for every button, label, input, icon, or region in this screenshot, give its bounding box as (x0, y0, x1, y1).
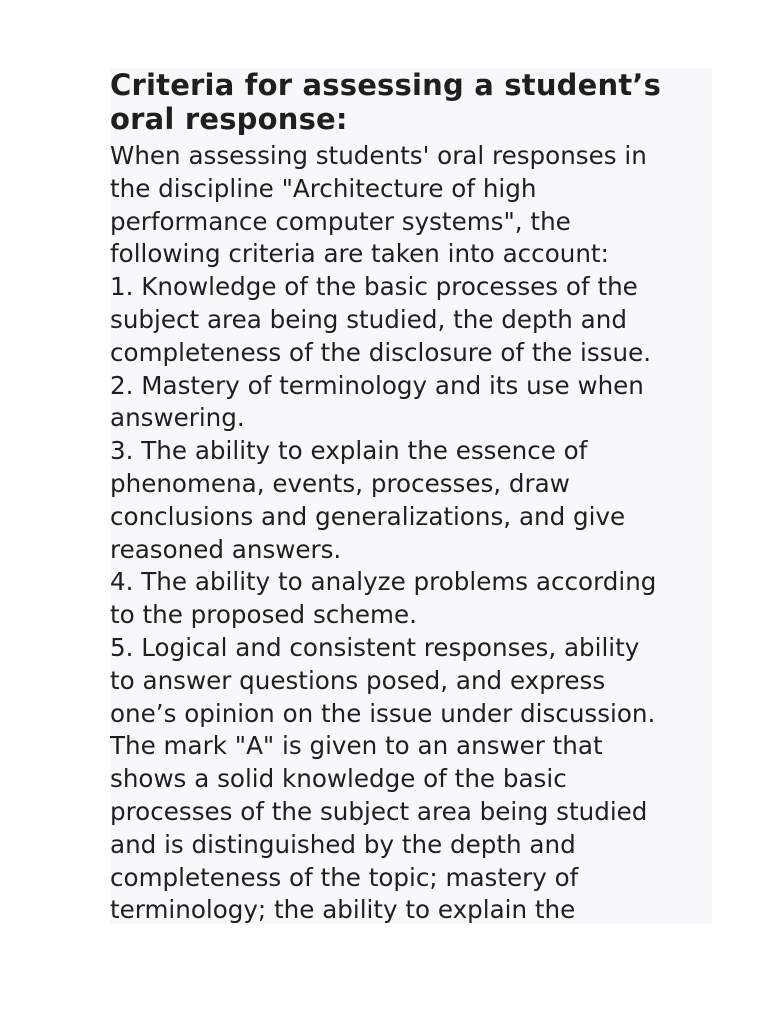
body-line: following criteria are taken into account: (110, 239, 609, 269)
document-content (110, 68, 712, 924)
body-line: performance computer systems", the (110, 206, 571, 236)
body-line: 1. Knowledge of the basic processes of the (110, 272, 638, 302)
body-line: When assessing students' oral responses in (110, 141, 647, 170)
body-line: shows a solid knowledge of the basic (110, 764, 567, 794)
body-line: The mark "A" is given to an answer that (110, 731, 603, 761)
body-line: to answer questions posed, and express (110, 665, 606, 695)
body-line: subject area being studied, the depth and (110, 304, 627, 334)
document-title (110, 68, 712, 136)
body-line: processes of the subject area being studied (110, 796, 648, 826)
body-line: completeness of the topic; mastery of (110, 862, 579, 892)
body-line: reasoned answers. (110, 534, 342, 564)
body-line: 2. Mastery of terminology and its use when (110, 370, 644, 400)
body-line: the discipline "Architecture of high (110, 173, 537, 203)
body-line: 3. The ability to explain the essence of (110, 436, 588, 466)
body-line: and is distinguished by the depth and (110, 829, 576, 859)
body-line: one’s opinion on the issue under discussion. (110, 698, 656, 728)
body-line: 4. The ability to analyze problems according (110, 567, 657, 597)
title-line: Criteria for assessing a student’s (110, 68, 662, 102)
body-line: phenomena, events, processes, draw (110, 468, 570, 498)
body-line: to the proposed scheme. (110, 600, 417, 630)
body-line: completeness of the disclosure of the issue. (110, 337, 652, 367)
body-line: terminology; the ability to explain the (110, 895, 576, 924)
body-line: 5. Logical and consistent responses, ability (110, 632, 640, 662)
title-line: oral response: (110, 102, 348, 136)
document-body (110, 140, 712, 924)
body-line: conclusions and generalizations, and give (110, 501, 626, 531)
body-line: answering. (110, 403, 245, 433)
